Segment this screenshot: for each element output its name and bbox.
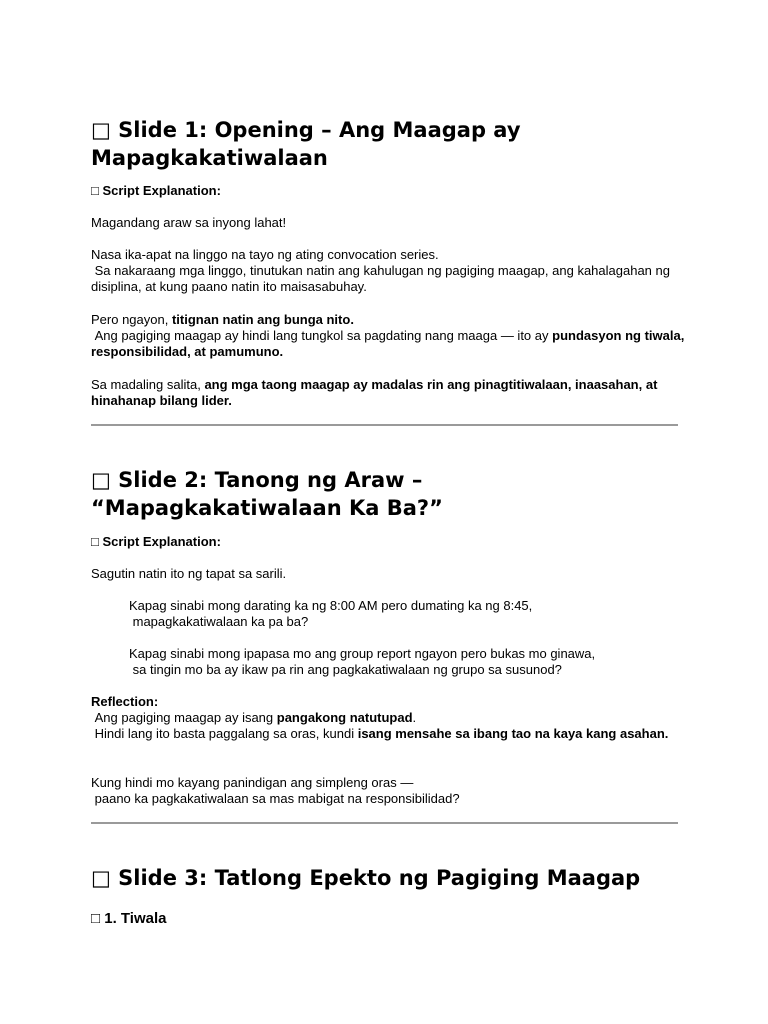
slide2-q1-line1: Kapag sinabi mong darating ka ng 8:00 AM pero dumating ka ng 8:45, [129, 598, 533, 613]
slide1-p1-line2: Sa nakaraang mga linggo, tinutukan natin ang kahulugan ng pagiging maagap, ang kahalagahan ng disiplina, at kung paano natin ito maisasabuhay. [91, 263, 674, 294]
slide1-p3-a: Sa madaling salita, [91, 377, 205, 392]
slide1-p1-line1: Nasa ika-apat na linggo na tayo ng ating convocation series. [91, 247, 439, 262]
slide2-script-label: □ Script Explanation: [91, 534, 221, 549]
slide2-reflection [91, 694, 698, 742]
slide2-intro: Sagutin natin ito ng tapat sa sarili. [91, 566, 287, 581]
slide2-q2-line2: sa tingin mo ba ay ikaw pa rin ang pagkakatiwalaan ng grupo sa susunod? [129, 662, 562, 677]
slide1-script-label-wrap [91, 182, 698, 199]
slide1-p3 [91, 377, 698, 409]
slide3-title: □ Slide 3: Tatlong Epekto ng Pagiging Maagap [91, 866, 641, 890]
slide2-q1-line2: mapagkakatiwalaan ka pa ba? [129, 614, 309, 629]
slide2-question-2 [91, 646, 698, 678]
slide3-heading [91, 864, 698, 892]
slide2-question-1 [91, 598, 698, 630]
slide3-subheading-wrap [91, 909, 698, 928]
slide1-heading [91, 116, 698, 172]
slide1-greeting: Magandang araw sa inyong lahat! [91, 215, 287, 230]
slide1-p2-d: pundasyon ng tiwala, responsibilidad, at pamumuno. [91, 328, 688, 359]
slide2-title-line1: □ Slide 2: Tanong ng Araw – [91, 468, 423, 492]
slide1-p2-a: Pero ngayon, [91, 312, 172, 327]
slide2-script-label-wrap [91, 533, 698, 550]
slide1-paragraph-2 [91, 312, 698, 360]
slide2-closing [91, 775, 698, 807]
slide1-paragraph-3 [91, 377, 698, 409]
slide1-paragraph-1 [91, 247, 698, 295]
slide2-r1-a: Ang pagiging maagap ay isang [91, 710, 277, 725]
slide2-title-line2: “Mapagkakatiwalaan Ka Ba?” [91, 496, 443, 520]
slide2-r2-b: isang mensahe sa ibang tao na kaya kang asahan. [357, 726, 669, 741]
section-divider-1 [91, 424, 678, 426]
slide2-heading [91, 466, 698, 522]
slide2-reflection-label: Reflection: [91, 694, 159, 709]
slide2-reflection-line2 [91, 726, 698, 742]
slide2-reflection-line1 [91, 710, 698, 726]
slide2-r1-c: . [412, 710, 417, 725]
slide1-p2-b: titignan natin ang bunga nito. [171, 312, 354, 327]
slide1-p2-c: Ang pagiging maagap ay hindi lang tungkol sa pagdating nang maaga — ito ay [91, 328, 553, 343]
slide1-p3-b: ang mga taong maagap ay madalas rin ang pinagtitiwalaan, inaasahan, at hinahanap bilang lider. [91, 377, 658, 408]
slide2-q2-line1: Kapag sinabi mong ipapasa mo ang group report ngayon pero bukas mo ginawa, [129, 646, 596, 661]
slide1-p2 [91, 312, 698, 360]
slide1-script-label: □ Script Explanation: [91, 183, 221, 198]
slide2-r2-a: Hindi lang ito basta paggalang sa oras, kundi [91, 726, 358, 741]
slide2-r1-b: pangakong natutupad [276, 710, 413, 725]
section-divider-2 [91, 822, 678, 824]
slide3-subheading-1: □ 1. Tiwala [91, 910, 167, 927]
slide1-title: □ Slide 1: Opening – Ang Maagap ay Mapagkakatiwalaan [91, 118, 521, 170]
slide2-closing-line2: paano ka pagkakatiwalaan sa mas mabigat na responsibilidad? [91, 791, 460, 806]
slide2-closing-line1: Kung hindi mo kayang panindigan ang simpleng oras — [91, 775, 414, 790]
slide1-greeting-wrap [91, 215, 698, 231]
slide2-intro-wrap [91, 566, 698, 582]
